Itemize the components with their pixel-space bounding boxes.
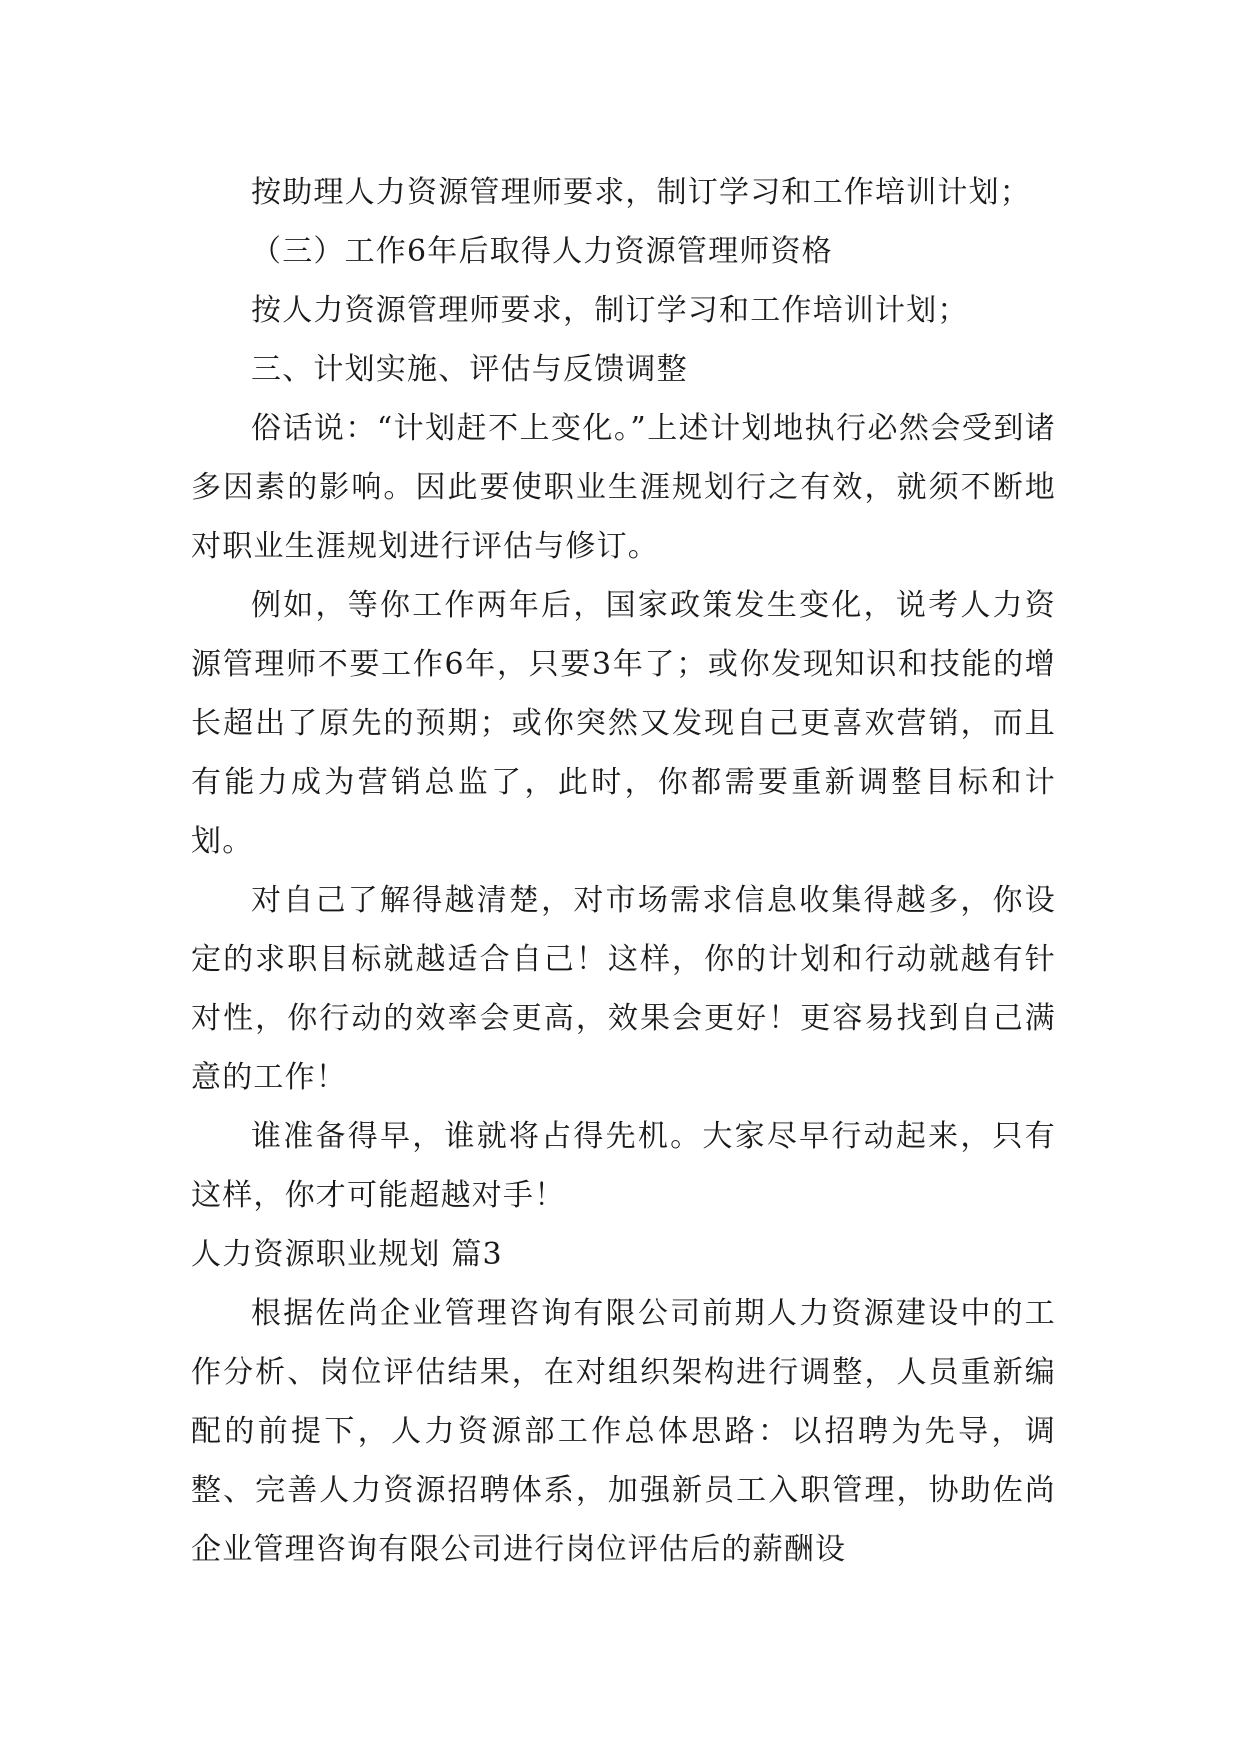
paragraph-act-early: 谁准备得早，谁就将占得先机。大家尽早行动起来，只有这样，你才可能超越对手！ bbox=[191, 1119, 1056, 1213]
document-body bbox=[191, 163, 1056, 1579]
paragraph-self-knowledge: 对自己了解得越清楚，对市场需求信息收集得越多，你设定的求职目标就越适合自己！这样，你的计划和行动就越有针对性，你行动的效率会更高，效果会更好！更容易找到自己满意的工作！ bbox=[191, 883, 1056, 1095]
paragraph-qualification-heading: （三）工作6年后取得人力资源管理师资格 bbox=[251, 234, 833, 269]
paragraph-training-plan-manager: 按人力资源管理师要求，制订学习和工作培训计划； bbox=[251, 293, 969, 328]
paragraph-training-plan-assistant: 按助理人力资源管理师要求，制订学习和工作培训计划； bbox=[251, 175, 1031, 210]
section-heading-implementation: 三、计划实施、评估与反馈调整 bbox=[251, 352, 688, 387]
paragraph-plan-changes: 俗话说：“计划赶不上变化。”上述计划地执行必然会受到诸多因素的影响。因此要使职业生涯规划行之有效，就须不断地对职业生涯规划进行评估与修订。 bbox=[191, 411, 1056, 564]
paragraph-hr-plan: 根据佐尚企业管理咨询有限公司前期人力资源建设中的工作分析、岗位评估结果，在对组织架构进行调整，人员重新编配的前提下，人力资源部工作总体思路：以招聘为先导，调整、完善人力资源招聘体系，加强新员工入职管理，协助佐尚企业管理咨询有限公司进行岗位评估后的薪酬设 bbox=[191, 1296, 1056, 1567]
article-heading: 人力资源职业规划 篇3 bbox=[191, 1237, 503, 1272]
paragraph-example: 例如，等你工作两年后，国家政策发生变化，说考人力资源管理师不要工作6年，只要3年了；或你发现知识和技能的增长超出了原先的预期；或你突然又发现自己更喜欢营销，而且有能力成为营销总监了，此时，你都需要重新调整目标和计划。 bbox=[191, 588, 1056, 859]
